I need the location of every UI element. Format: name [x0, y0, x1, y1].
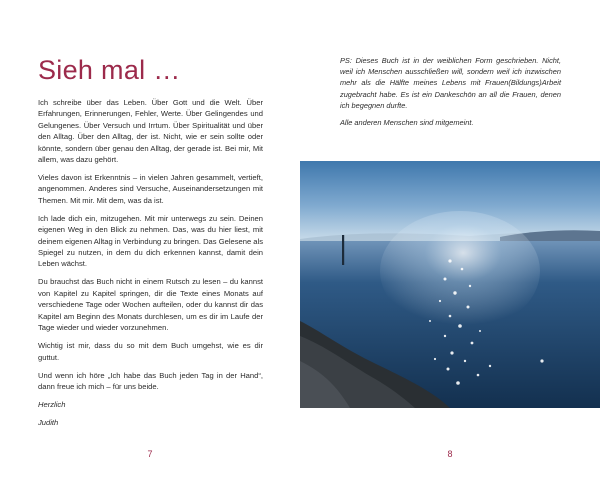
page-title: Sieh mal …: [38, 55, 181, 85]
signature-name: Judith: [38, 417, 59, 427]
page-number-right: 8: [447, 449, 453, 459]
body-text: [38, 97, 263, 435]
paragraph: Du brauchst das Buch nicht in einem Rutsch zu lesen – du kannst von Kapitel zu Kapitel springen, dir die Texte eines Monats auf verschiedene Tage oder Wochen aufteilen, oder du kannst dir das Kapitel am Beginn des Monats durchlesen, um es dir im Laufe der Tage wieder und wieder vorzunehmen.: [38, 277, 263, 333]
postscript: [340, 55, 561, 135]
right-page: [300, 0, 600, 478]
postscript-paragraph: PS: Dieses Buch ist in der weiblichen Form geschrieben. Nicht, weil ich Menschen ausschließen will, sondern weil ich inzwischen mehr als die Hälfte meines Lebens mit Frauen(Bildungs)Arbeit zugebracht habe. Es ist ein Dankeschön an all die Frauen, denen ich begegnen durfte.: [340, 56, 561, 110]
paragraph: Und wenn ich höre „Ich habe das Buch jeden Tag in der Hand“, dann freue ich mich – für uns beide.: [38, 370, 263, 391]
signature-greeting: Herzlich: [38, 399, 66, 409]
paragraph: Ich schreibe über das Leben. Über Gott und die Welt. Über Erfahrungen, Erinnerungen, Fehler, Werte. Über Gelingendes und Gelungenes. Über Versuch und Irrtum. Über Spiritualität und über den Alltag. Über den Alltag, der ist. Nicht, wie er sein sollte oder könnte, sondern über genau den Alltag, der gerade ist. Bei mir, Mit allem, was dazu gehört.: [38, 98, 263, 165]
page-number-left: 7: [147, 449, 153, 459]
paragraph: Wichtig ist mir, dass du so mit dem Buch umgehst, wie es dir guttut.: [38, 341, 263, 362]
paragraph: Ich lade dich ein, mitzugehen. Mit mir unterwegs zu sein. Deinen eigenen Weg in den Blick zu nehmen. Das, was du hier liest, mit deinem eigenen Alltag in Verbindung zu bringen. Das Gelesene als Spiegel zu nutzen, in dem du dich erkennen kannst, damit dein Leben wächst.: [38, 213, 264, 269]
lake-photo: [300, 161, 600, 408]
paragraph: Vieles davon ist Erkenntnis – in vielen Jahren gesammelt, vertieft, angenommen. Anderes sind Versuche, Auseinandersetzungen mit Themen. Mit mir. Mit dem, was da ist.: [38, 173, 263, 205]
postscript-paragraph: Alle anderen Menschen sind mitgemeint.: [340, 118, 474, 128]
